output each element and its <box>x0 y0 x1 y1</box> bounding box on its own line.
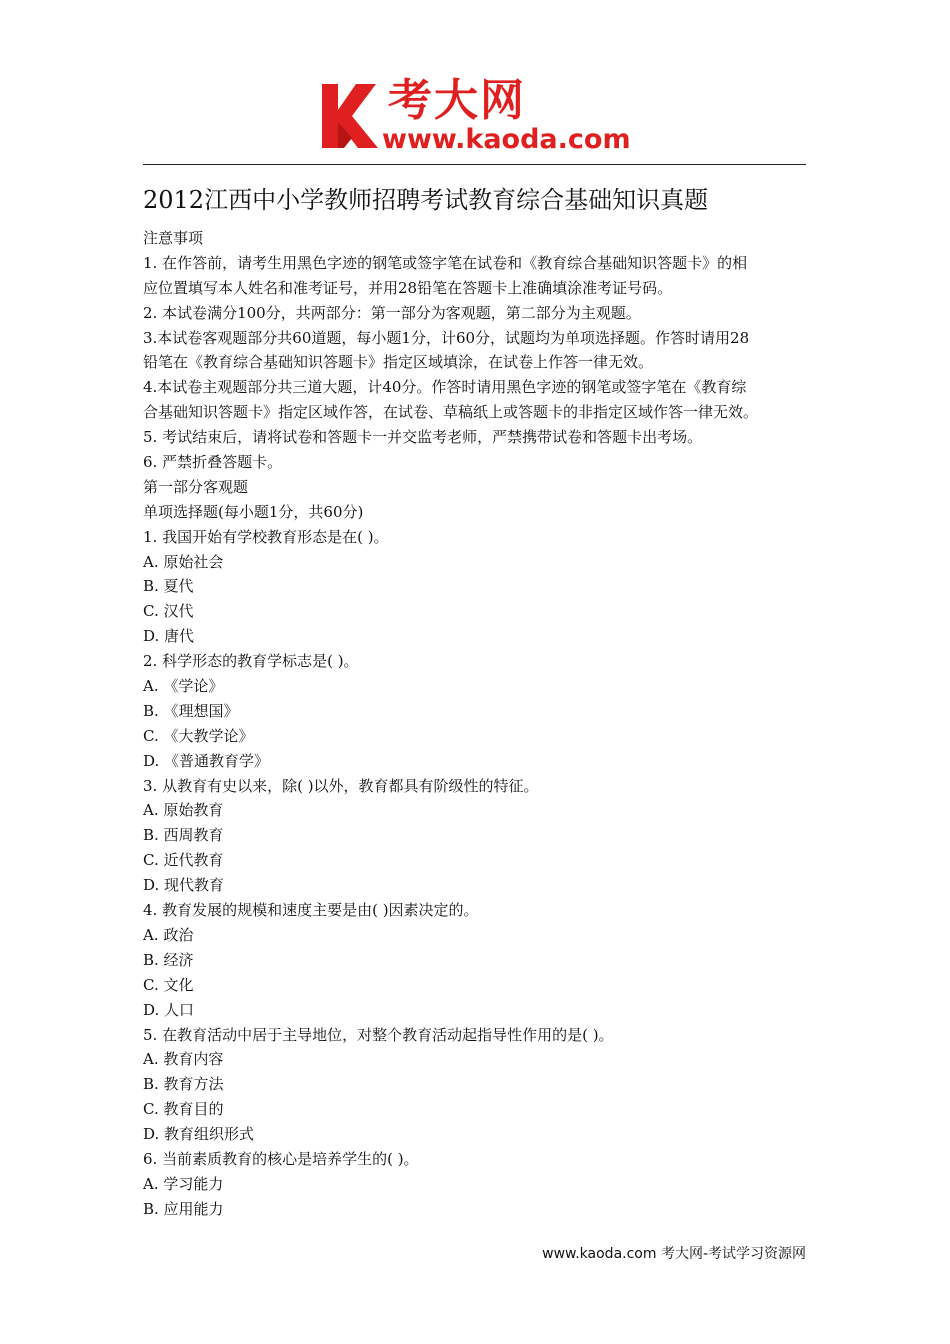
text-line: 铅笔在《教育综合基础知识答题卡》指定区域填涂，在试卷上作答一律无效。 <box>143 353 654 372</box>
text-line: 6. 当前素质教育的核心是培养学生的( )。 <box>143 1149 419 1168</box>
text-line: D. 《普通教育学》 <box>143 751 270 770</box>
text-line: 合基础知识答题卡》指定区域作答，在试卷、草稿纸上或答题卡的非指定区域作答一律无效。 <box>143 403 759 422</box>
text-line: D. 现代教育 <box>143 876 225 895</box>
page-footer: www.kaoda.com 考大网-考试学习资源网 <box>542 1246 806 1262</box>
text-line: D. 人口 <box>143 1000 195 1019</box>
text-line: A. 《学论》 <box>143 677 224 696</box>
text-line: B. 应用能力 <box>143 1199 224 1218</box>
text-line: D. 唐代 <box>143 627 195 646</box>
text-line: 2. 科学形态的教育学标志是( )。 <box>143 652 359 671</box>
text-line: 单项选择题(每小题1分，共60分) <box>143 502 364 521</box>
text-line: 4. 教育发展的规模和速度主要是由( )因素决定的。 <box>143 901 479 920</box>
text-line: A. 政治 <box>143 925 194 944</box>
text-line: B. 夏代 <box>143 577 194 596</box>
text-line: A. 原始社会 <box>143 552 224 571</box>
text-line: 1. 在作答前，请考生用黑色字迹的钢笔或签字笔在试卷和《教育综合基础知识答题卡》的相 <box>143 253 748 272</box>
logo-k-icon <box>318 80 382 152</box>
text-line: 3. 从教育有史以来，除( )以外，教育都具有阶级性的特征。 <box>143 776 539 795</box>
text-line: A. 原始教育 <box>143 801 224 820</box>
text-line: B. 教育方法 <box>143 1075 224 1094</box>
text-line: C. 文化 <box>143 975 194 994</box>
text-line: C. 汉代 <box>143 602 194 621</box>
text-line: 第一部分客观题 <box>143 477 249 496</box>
text-line: 应位置填写本人姓名和准考证号，并用28铅笔在答题卡上准确填涂准考证号码。 <box>143 278 673 297</box>
text-line: C. 《大教学论》 <box>143 726 254 745</box>
text-line: C. 近代教育 <box>143 851 224 870</box>
text-line: 6. 严禁折叠答题卡。 <box>143 453 283 472</box>
logo-url: www.kaoda.com <box>382 124 631 155</box>
kaoda-logo[interactable] <box>318 75 648 160</box>
text-line: B. 《理想国》 <box>143 701 239 720</box>
text-line: A. 教育内容 <box>143 1050 224 1069</box>
text-line: 1. 我国开始有学校教育形态是在( )。 <box>143 527 389 546</box>
text-line: 注意事项 <box>143 229 204 247</box>
text-line: B. 经济 <box>143 950 194 969</box>
document-title: 2012江西中小学教师招聘考试教育综合基础知识真题 <box>143 186 709 214</box>
text-line: A. 学习能力 <box>143 1174 224 1193</box>
document-body <box>143 226 808 1222</box>
text-line: 4.本试卷主观题部分共三道大题，计40分。作答时请用黑色字迹的钢笔或签字笔在《教育综 <box>143 378 747 397</box>
text-line: 2. 本试卷满分100分，共两部分：第一部分为客观题，第二部分为主观题。 <box>143 303 641 322</box>
text-line: B. 西周教育 <box>143 826 224 845</box>
text-line: 5. 考试结束后，请将试卷和答题卡一并交监考老师，严禁携带试卷和答题卡出考场。 <box>143 428 703 447</box>
logo-name: 考大网 <box>388 75 526 126</box>
text-line: 5. 在教育活动中居于主导地位，对整个教育活动起指导性作用的是( )。 <box>143 1025 614 1044</box>
header-divider <box>143 164 806 165</box>
text-line: 3.本试卷客观题部分共60道题，每小题1分，计60分，试题均为单项选择题。作答时请用28 <box>143 328 750 347</box>
text-line: C. 教育目的 <box>143 1100 224 1119</box>
text-line: D. 教育组织形式 <box>143 1125 255 1144</box>
